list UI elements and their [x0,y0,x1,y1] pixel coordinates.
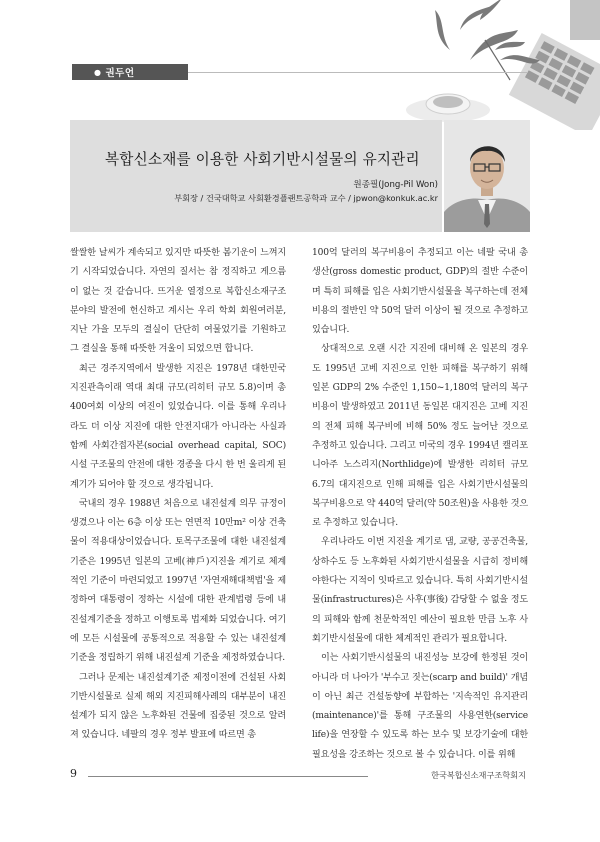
keyboard-illustration [509,0,600,130]
section-tag [72,64,188,80]
body-column-right [312,244,528,765]
body-paragraph: 100억 달러의 복구비용이 추정되고 이는 네팔 국내 총생산(gross domestic product, GDP)의 절반 수준이며 특히 피해를 입은 사회기반시설물을 복구하는데 전체비용의 절반인 약 50억 달러 이상이 될 것으로 추정하고 있습니다. [312,248,528,336]
author-name: 원종필(Jong-Pil Won) [353,180,438,190]
article-title: 복합신소재를 이용한 사회기반시설물의 유지관리 [105,151,420,168]
body-paragraph: 그러나 문제는 내진설계기준 제정이전에 건설된 사회기반시설물로 실제 해외 지진피해사례의 대부분이 내진설계가 되지 않은 노후화된 건물에 집중된 것으로 알려져 있습니다. 네팔의 경우 정부 발표에 따르면 총 [70,672,286,741]
cup-illustration [406,94,490,122]
bullet-icon: ● [94,67,102,77]
body-paragraph: 상대적으로 오랜 시간 지진에 대비해 온 일본의 경우도 1995년 고베 지진으로 인한 피해를 복구하기 위해 일본 GDP의 2% 수준인 1,150~1,180억 달러의 복구비용이 발생하였고 2011년 동일본 대지진은 고베 지진의 전체 피해 복구비에 비해 50% 정도 늘어난 것으로 추정하고 있습니다. 그리고 미국의 경우 1994년 캘리포니아주 노스리지(Northlidge)에 발생한 리히터 규모 6.7의 대지진으로 인해 피해를 입은 사회기반시설물의 복구비용으로 약 440억 달러(약 50조원)을 사용한 것으로 추정하고 있습니다. [312,344,528,529]
author-photo [444,120,530,232]
footer-divider [88,776,368,777]
body-paragraph: 이는 사회기반시설물의 내진성능 보강에 한정된 것이 아니라 더 나아가 '부수고 짓는(scarp and build)' 개념이 아닌 최근 건설동향에 부합하는 '지속적인 유지관리(maintenance)'를 통해 구조물의 사용연한(service life)을 연장할 수 있도록 하는 보수 및 보강기술에 대한 필요성을 강조하는 것으로 볼 수 있습니다. 이를 위해 [312,653,528,760]
decorative-plant-laptop-illustration [400,0,600,130]
body-paragraph: 우리나라도 이번 지진을 계기로 댐, 교량, 공공건축물, 상하수도 등 노후화된 사회기반시설물을 시급히 정비해야한다는 지적이 잇따르고 있습니다. 특히 사회기반시설물(infrastructures)은 사후(事後) 감당할 수 없을 정도의 피해와 함께 천문학적인 예산이 필요한 만큼 노후 사회기반시설물에 대한 체계적인 관리가 필요합니다. [312,537,528,644]
title-band [70,120,442,232]
body-paragraph: 쌀쌀한 날씨가 계속되고 있지만 따뜻한 봄기운이 느껴지기 시작되었습니다. 자연의 질서는 참 정직하고 게으름이 없는 것 같습니다. 뜨거운 열정으로 복합신소재구조분야의 발전에 헌신하고 계시는 우리 학회 회원여러분, 지난 가을 모두의 결실이 단단히 여물었기를 기원하고 그 결실을 통해 따뜻한 겨울이 되었으면 합니다. [70,248,286,355]
author-affiliation: 부회장 / 건국대학교 사회환경플랜트공학과 교수 / jpwon@konkuk.ac.kr [174,193,438,203]
body-column-left [70,244,286,746]
journal-name: 한국복합신소재구조학회지 [431,770,526,780]
section-divider [188,72,528,73]
body-paragraph: 최근 경주지역에서 발생한 지진은 1978년 대한민국 지진관측이래 역대 최대 규모(리히터 규모 5.8)이며 총 400여회 이상의 여진이 있었습니다. 이를 통해 우리나라도 더 이상 지진에 대한 안전지대가 아니라는 사실과 함께 사회간접자본(social overhead capital, SOC) 시설 구조물의 안전에 대한 경종을 다시 한 번 울리게 된 계기가 되어야 할 것으로 생각됩니다. [70,363,286,490]
author-portrait-image [444,120,530,232]
page-number: 9 [70,767,77,780]
body-paragraph: 국내의 경우 1988년 처음으로 내진설계 의무 규정이 생겼으나 이는 6층 이상 또는 연면적 10만m² 이상 건축물이 적용대상이었습니다. 토목구조물에 대한 내진설계기준은 1995년 일본의 고베(神戶)지진을 계기로 체계적인 기준이 마련되었고 1997년 '자연재해대책법'을 제정하여 대통령이 정하는 시설에 대한 관계법령 등에 내진설계기준을 정하고 이행토록 법제화 되었습니다. 여기에 모든 시설물에 공통적으로 적용할 수 있는 내진설계기준을 정립하기 위해 내진설계 기준을 제정하였습니다. [70,498,286,664]
section-tag-label: 권두언 [105,68,135,79]
